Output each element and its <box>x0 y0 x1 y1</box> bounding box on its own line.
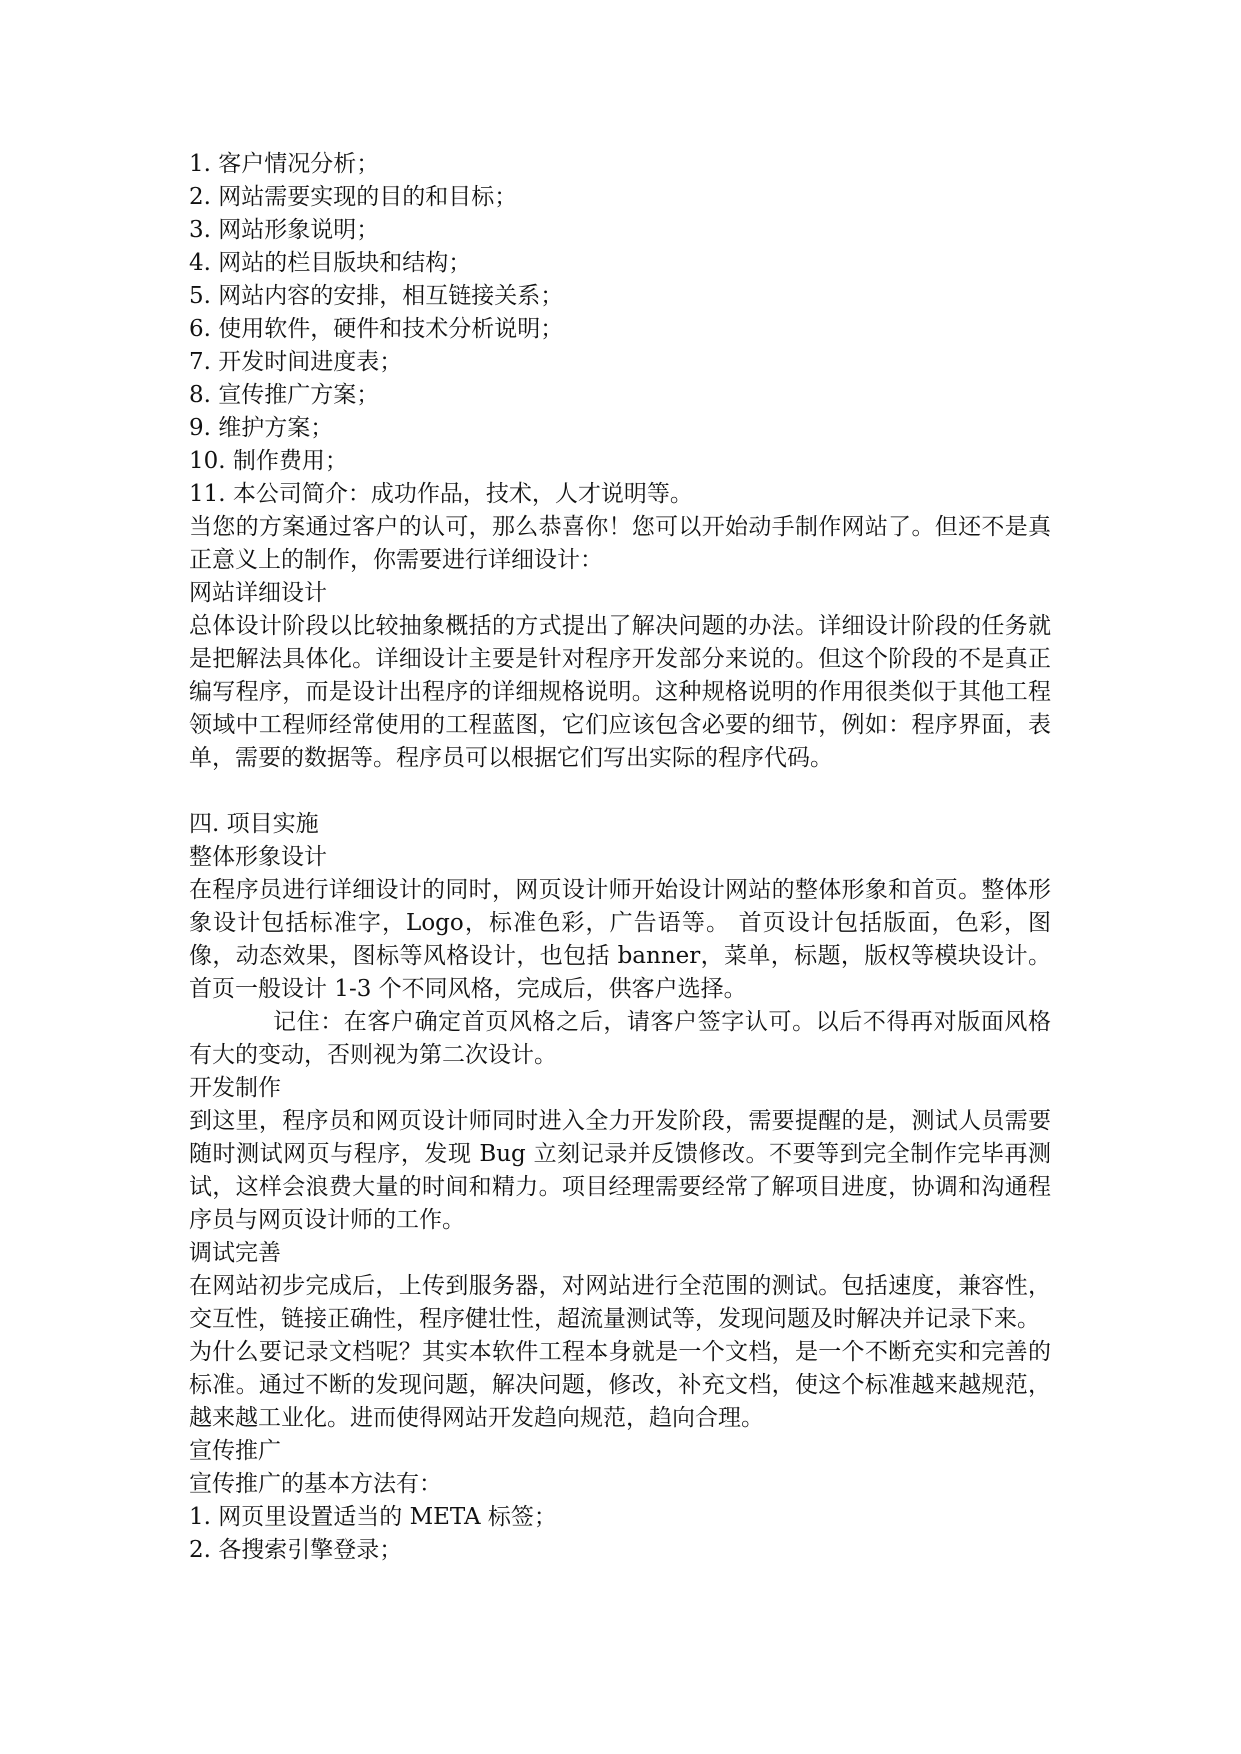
documentation-paragraph: 为什么要记录文档呢？其实本软件工程本身就是一个文档，是一个不断充实和完善的标准。通过不断的发现问题，解决问题，修改，补充文档，使这个标准越来越规范，越来越工业化。进而使得网站开发趋向规范，趋向合理。 <box>189 1339 1051 1431</box>
list-item: 8. 宣传推广方案； <box>189 382 380 408</box>
list-item: 3. 网站形象说明； <box>189 217 380 243</box>
promotion-heading: 宣传推广 <box>189 1438 281 1464</box>
list-item: 2. 网站需要实现的目的和目标； <box>189 184 518 210</box>
approval-paragraph: 当您的方案通过客户的认可，那么恭喜你！您可以开始动手制作网站了。但还不是真正意义上的制作，你需要进行详细设计： <box>189 514 1051 573</box>
overall-design-heading: 整体形象设计 <box>189 844 327 870</box>
development-paragraph: 到这里，程序员和网页设计师同时进入全力开发阶段，需要提醒的是，测试人员需要随时测试网页与程序，发现 Bug 立刻记录并反馈修改。不要等到完全制作完毕再测试，这样会浪费大量的时间和精力。项目经理需要经常了解项目进度，协调和沟通程序员与网页设计师的工作。 <box>189 1108 1051 1233</box>
overall-design-paragraph: 在程序员进行详细设计的同时，网页设计师开始设计网站的整体形象和首页。整体形象设计包括标准字，Logo，标准色彩，广告语等。 首页设计包括版面，色彩，图像，动态效果，图标等风格设计，也包括 banner，菜单，标题，版权等模块设计。首页一般设计 1-3 个不同风格，完成后，供客户选择。 <box>189 877 1051 1002</box>
list-item: 6. 使用软件，硬件和技术分析说明； <box>189 316 564 342</box>
development-heading: 开发制作 <box>189 1075 281 1101</box>
list-item: 1. 客户情况分析； <box>189 151 380 177</box>
section-four-heading: 四. 项目实施 <box>189 811 319 837</box>
document-body <box>189 148 1051 1567</box>
detail-design-paragraph: 总体设计阶段以比较抽象概括的方式提出了解决问题的办法。详细设计阶段的任务就是把解法具体化。详细设计主要是针对程序开发部分来说的。但这个阶段的不是真正编写程序，而是设计出程序的详细规格说明。这种规格说明的作用很类似于其他工程领域中工程师经常使用的工程蓝图，它们应该包含必要的细节，例如：程序界面，表单，需要的数据等。程序员可以根据它们写出实际的程序代码。 <box>189 613 1051 771</box>
promotion-intro: 宣传推广的基本方法有： <box>189 1471 442 1497</box>
list-item: 1. 网页里设置适当的 META 标签； <box>189 1504 557 1530</box>
list-item: 7. 开发时间进度表； <box>189 349 403 375</box>
list-item: 4. 网站的栏目版块和结构； <box>189 250 472 276</box>
testing-paragraph: 在网站初步完成后，上传到服务器，对网站进行全范围的测试。包括速度，兼容性，交互性，链接正确性，程序健壮性，超流量测试等，发现问题及时解决并记录下来。 <box>189 1273 1051 1332</box>
list-item: 9. 维护方案； <box>189 415 334 441</box>
list-item: 5. 网站内容的安排，相互链接关系； <box>189 283 564 309</box>
paragraph-spacer <box>189 775 1051 808</box>
list-item: 2. 各搜索引擎登录； <box>189 1537 403 1563</box>
list-item: 10. 制作费用； <box>189 448 348 474</box>
detail-design-heading: 网站详细设计 <box>189 580 327 606</box>
testing-heading: 调试完善 <box>189 1240 281 1266</box>
list-item: 11. 本公司简介：成功作品，技术，人才说明等。 <box>189 481 693 507</box>
overall-design-note: 记住：在客户确定首页风格之后，请客户签字认可。以后不得再对版面风格有大的变动，否则视为第二次设计。 <box>189 1009 1051 1068</box>
